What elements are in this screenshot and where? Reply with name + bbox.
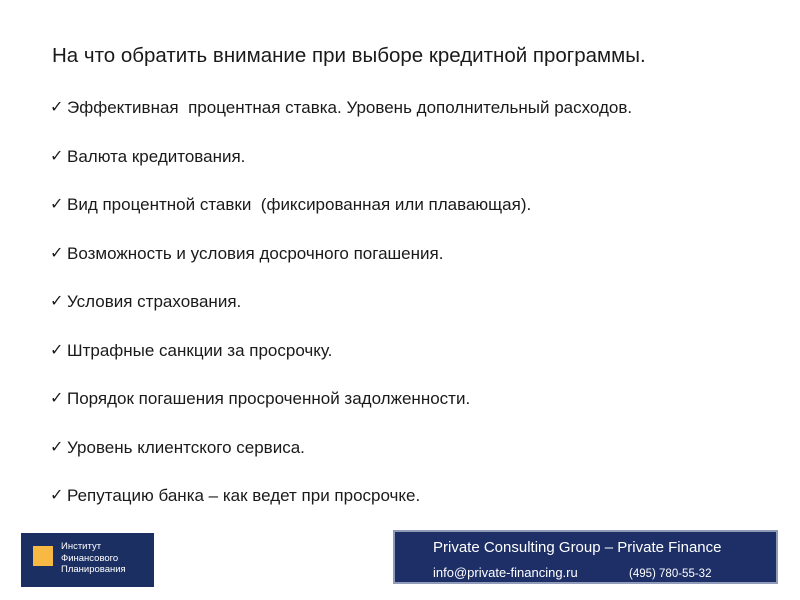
contact-email: info@private-financing.ru [433,565,578,580]
checkmark-icon: ✓ [50,293,64,310]
institute-logo [21,533,154,587]
checkmark-icon: ✓ [50,390,64,407]
company-name: Private Consulting Group – Private Finance [433,539,722,556]
logo-line: Финансового [61,552,119,564]
list-item-text: Валюта кредитования. [67,146,246,166]
checkmark-icon: ✓ [50,244,64,262]
list-item-text: Вид процентной ставки (фиксированная или плавающая). [67,195,532,214]
list-item [50,193,770,242]
list-item [50,436,770,485]
list-item [50,387,770,436]
logo-text [61,541,126,576]
list-item [50,96,770,145]
checkmark-icon: ✓ [50,341,64,359]
list-item [50,242,770,291]
list-item-text: Возможность и условия досрочного погашения. [67,243,444,263]
list-item-text: Уровень клиентского сервиса. [67,437,305,457]
list-item-text: Условия страхования. [67,292,242,311]
contact-phone: (495) 780-55-32 [629,568,712,580]
checkmark-icon: ✓ [50,438,64,456]
slide-title: На что обратить внимание при выборе кредитной программы. [52,44,646,67]
checkmark-icon: ✓ [50,487,64,504]
list-item-text: Порядок погашения просроченной задолженности. [67,389,471,408]
contact-box [393,530,778,584]
list-item-text: Эффективная процентная ставка. Уровень дополнительный расходов. [67,98,633,117]
logo-line: Институт [61,541,102,552]
logo-square-icon [33,546,53,566]
checklist [50,96,770,533]
list-item-text: Репутацию банка – как ведет при просрочке. [67,486,421,505]
checkmark-icon: ✓ [50,147,64,165]
list-item [50,290,770,339]
list-item [50,339,770,388]
checkmark-icon: ✓ [50,99,64,116]
list-item-text: Штрафные санкции за просрочку. [67,340,333,360]
checkmark-icon: ✓ [50,196,64,213]
list-item [50,145,770,194]
logo-line: Планирования [61,564,126,575]
list-item [50,484,770,533]
